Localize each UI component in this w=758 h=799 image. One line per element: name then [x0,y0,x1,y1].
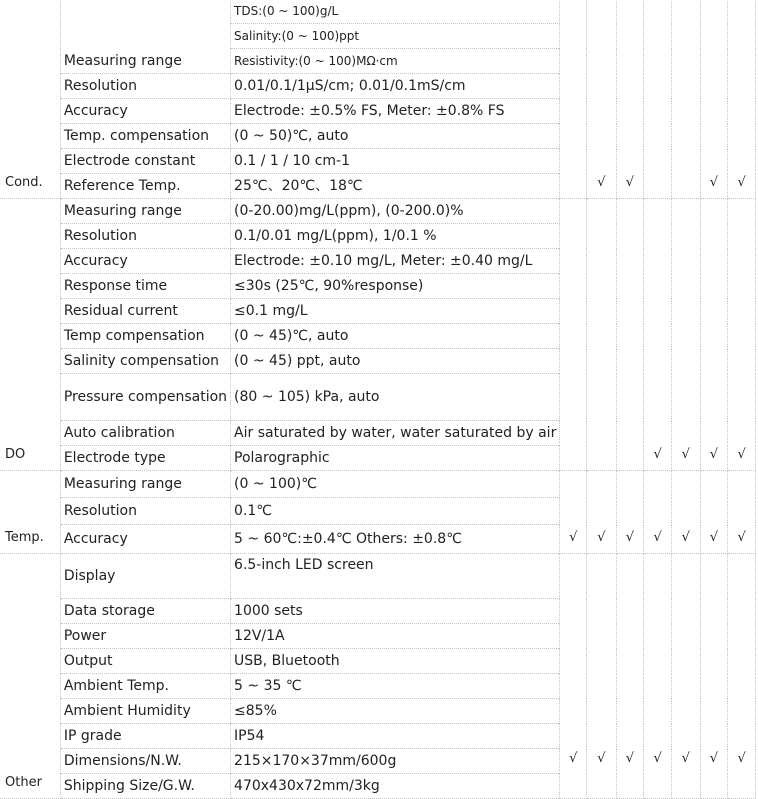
value-do-measuring-range: (0-20.00)mg/L(ppm), (0-200.0)% [231,199,560,224]
param-cond-measuring-range: Measuring range [60,0,230,74]
param-other-ip-grade: IP grade [60,724,230,749]
value-temp-measuring-range: (0 ~ 100)℃ [231,471,560,498]
check-cond-2: √ [587,0,616,199]
value-cond-reference-temp: 25℃、20℃、18℃ [231,174,560,199]
check-temp-1: √ [560,471,587,554]
param-other-power: Power [60,624,230,649]
check-cond-6: √ [700,0,728,199]
check-cond-5 [671,0,700,199]
group-label-temp: Temp. [0,471,60,554]
check-do-4: √ [644,199,672,471]
param-temp-measuring-range: Measuring range [60,471,230,498]
value-other-dimensions: 215×170×37mm/600g [231,749,560,774]
value-temp-accuracy: 5 ~ 60℃:±0.4℃ Others: ±0.8℃ [231,525,560,554]
param-cond-reference-temp: Reference Temp. [60,174,230,199]
value-do-residual-current: ≤0.1 mg/L [231,299,560,324]
value-cond-resistivity: Resistivity:(0 ~ 100)MΩ·cm [231,49,560,74]
value-other-ip-grade: IP54 [231,724,560,749]
check-do-6: √ [700,199,728,471]
value-cond-tds: TDS:(0 ~ 100)g/L [231,0,560,24]
group-label-do: DO [0,199,60,471]
check-temp-4: √ [644,471,672,554]
param-other-ambient-temp: Ambient Temp. [60,674,230,699]
value-do-auto-calibration: Air saturated by water, water saturated by air [231,421,560,446]
group-label-other: Other [0,554,60,799]
check-do-1 [560,199,587,471]
value-other-power: 12V/1A [231,624,560,649]
check-do-5: √ [671,199,700,471]
param-other-dimensions: Dimensions/N.W. [60,749,230,774]
param-do-auto-calibration: Auto calibration [60,421,230,446]
param-other-display: Display [60,554,230,599]
param-temp-accuracy: Accuracy [60,525,230,554]
param-do-residual-current: Residual current [60,299,230,324]
check-do-2 [587,199,616,471]
check-other-4: √ [644,554,672,799]
value-do-resolution: 0.1/0.01 mg/L(ppm), 1/0.1 % [231,224,560,249]
value-cond-temp-compensation: (0 ~ 50)℃, auto [231,124,560,149]
check-temp-2: √ [587,471,616,554]
value-temp-resolution: 0.1℃ [231,498,560,525]
param-other-data-storage: Data storage [60,599,230,624]
param-cond-electrode-constant: Electrode constant [60,149,230,174]
param-do-resolution: Resolution [60,224,230,249]
param-do-temp-compensation: Temp compensation [60,324,230,349]
value-do-temp-compensation: (0 ~ 45)℃, auto [231,324,560,349]
param-do-response-time: Response time [60,274,230,299]
param-cond-temp-compensation: Temp. compensation [60,124,230,149]
check-other-3: √ [616,554,644,799]
param-other-output: Output [60,649,230,674]
param-other-ambient-humidity: Ambient Humidity [60,699,230,724]
check-other-7: √ [728,554,756,799]
value-other-shipping-size: 470x430x72mm/3kg [231,774,560,799]
check-do-7: √ [728,199,756,471]
value-cond-accuracy: Electrode: ±0.5% FS, Meter: ±0.8% FS [231,99,560,124]
param-cond-resolution: Resolution [60,74,230,99]
value-do-response-time: ≤30s (25℃, 90%response) [231,274,560,299]
param-do-salinity-compensation: Salinity compensation [60,349,230,374]
check-temp-5: √ [671,471,700,554]
check-temp-3: √ [616,471,644,554]
param-do-pressure-compensation: Pressure compensation [60,374,230,421]
value-other-output: USB, Bluetooth [231,649,560,674]
check-cond-1 [560,0,587,199]
check-temp-6: √ [700,471,728,554]
check-do-3 [616,199,644,471]
value-do-electrode-type: Polarographic [231,446,560,471]
param-other-shipping-size: Shipping Size/G.W. [60,774,230,799]
value-do-accuracy: Electrode: ±0.10 mg/L, Meter: ±0.40 mg/L [231,249,560,274]
value-cond-electrode-constant: 0.1 / 1 / 10 cm-1 [231,149,560,174]
param-temp-resolution: Resolution [60,498,230,525]
check-other-1: √ [560,554,587,799]
check-cond-3: √ [616,0,644,199]
check-temp-7: √ [728,471,756,554]
param-do-electrode-type: Electrode type [60,446,230,471]
value-cond-resolution: 0.01/0.1/1μS/cm; 0.01/0.1mS/cm [231,74,560,99]
param-do-accuracy: Accuracy [60,249,230,274]
check-cond-7: √ [728,0,756,199]
value-other-ambient-temp: 5 ~ 35 ℃ [231,674,560,699]
group-label-cond: Cond. [0,0,60,199]
value-other-display: 6.5-inch LED screen [231,554,560,599]
value-do-pressure-compensation: (80 ~ 105) kPa, auto [231,374,560,421]
check-other-2: √ [587,554,616,799]
value-cond-salinity: Salinity:(0 ~ 100)ppt [231,24,560,49]
check-other-6: √ [700,554,728,799]
check-cond-4 [644,0,672,199]
param-cond-accuracy: Accuracy [60,99,230,124]
value-do-salinity-compensation: (0 ~ 45) ppt, auto [231,349,560,374]
value-other-ambient-humidity: ≤85% [231,699,560,724]
param-do-measuring-range: Measuring range [60,199,230,224]
check-other-5: √ [671,554,700,799]
value-other-data-storage: 1000 sets [231,599,560,624]
